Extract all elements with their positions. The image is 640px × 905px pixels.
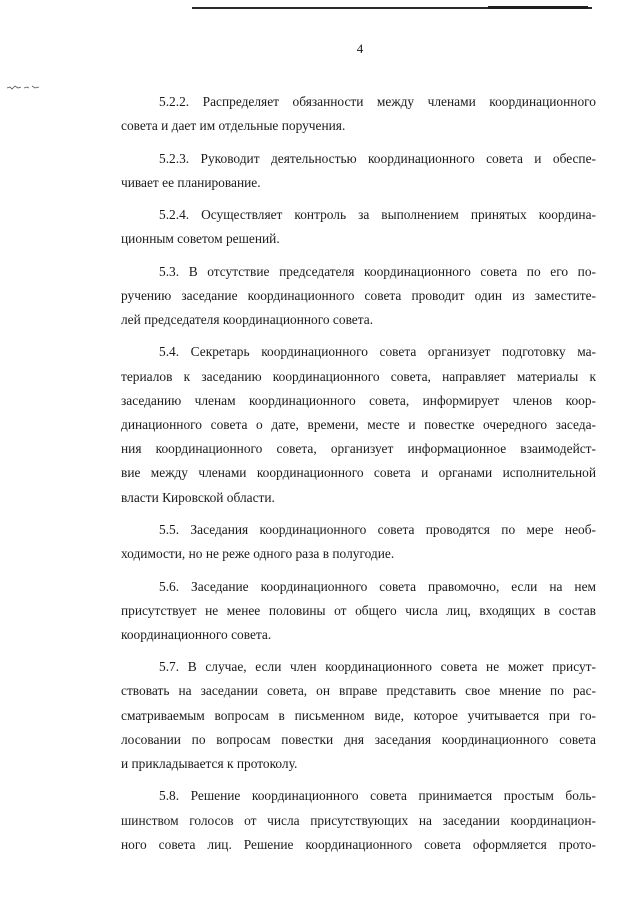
text-line: динационного совета о дате, времени, месте и повестке очередного заседа- <box>121 417 596 432</box>
text-line: 5.2.3. Руководит деятельностью координационного совета и обеспе- <box>159 150 596 166</box>
text-line: ствовать на заседании совета, он вправе представить свое мнение по рас- <box>121 683 596 699</box>
text-line: лей председателя координационного совета. <box>121 312 374 328</box>
paragraph <box>121 147 596 195</box>
text-line: присутствует не менее половины от общего числа лиц, входящих в состав <box>121 602 596 618</box>
paragraph <box>121 203 596 251</box>
paragraph <box>121 518 596 566</box>
text-line: шинством голосов от числа присутствующих на заседании координацион- <box>121 812 596 828</box>
text-line: и прикладывается к протоколу. <box>121 756 298 771</box>
paragraph <box>121 575 596 648</box>
text-line: заседанию членам координационного совета, информирует членов коор- <box>121 392 596 408</box>
top-rule <box>192 7 592 9</box>
paragraph <box>121 340 596 509</box>
text-line: 5.2.4. Осуществляет контроль за выполнением принятых координа- <box>159 207 596 223</box>
text-line: 5.4. Секретарь координационного совета организует подготовку ма- <box>159 344 596 360</box>
text-line: ного совета лиц. Решение координационного совета оформляется прото- <box>121 836 596 852</box>
text-line: ционным советом решений. <box>121 231 280 247</box>
paragraph <box>121 655 596 776</box>
text-line: чивает ее планирование. <box>121 174 261 190</box>
paragraph <box>121 90 596 138</box>
text-line: совета и дает им отдельные поручения. <box>121 118 346 134</box>
text-line: координационного совета. <box>121 626 272 642</box>
text-line: 5.7. В случае, если член координационного совета не может присут- <box>159 659 596 675</box>
text-line: лосовании по вопросам повестки дня заседания координационного совета <box>121 731 596 747</box>
text-line: сматриваемым вопросам в письменном виде, которое учитывается при го- <box>121 707 596 723</box>
paragraph <box>121 784 596 857</box>
text-line: 5.2.2. Распределяет обязанности между членами координационного <box>159 94 596 109</box>
text-line: 5.5. Заседания координационного совета проводятся по мере необ- <box>159 521 596 537</box>
text-line: вие между членами координационного совета и органами исполнительной <box>121 465 596 481</box>
text-line: 5.8. Решение координационного совета принимается простым боль- <box>159 788 596 804</box>
text-line: 5.6. Заседание координационного совета правомочно, если на нем <box>159 578 596 594</box>
text-line: ходимости, но не реже одного раза в полугодие. <box>121 546 395 562</box>
text-line: 5.3. В отсутствие председателя координационного совета по его по- <box>159 263 596 279</box>
text-line: власти Кировской области. <box>121 489 275 505</box>
paragraph <box>121 260 596 333</box>
text-line: ния координационного совета, организует информационное взаимодейст- <box>121 441 596 457</box>
page-number: 4 <box>356 41 364 56</box>
text-line: ручению заседание координационного совета проводит один из заместите- <box>121 287 596 303</box>
text-line: териалов к заседанию координационного совета, направляет материалы к <box>121 368 596 384</box>
scan-artifact <box>6 84 40 90</box>
document-body <box>121 90 596 865</box>
